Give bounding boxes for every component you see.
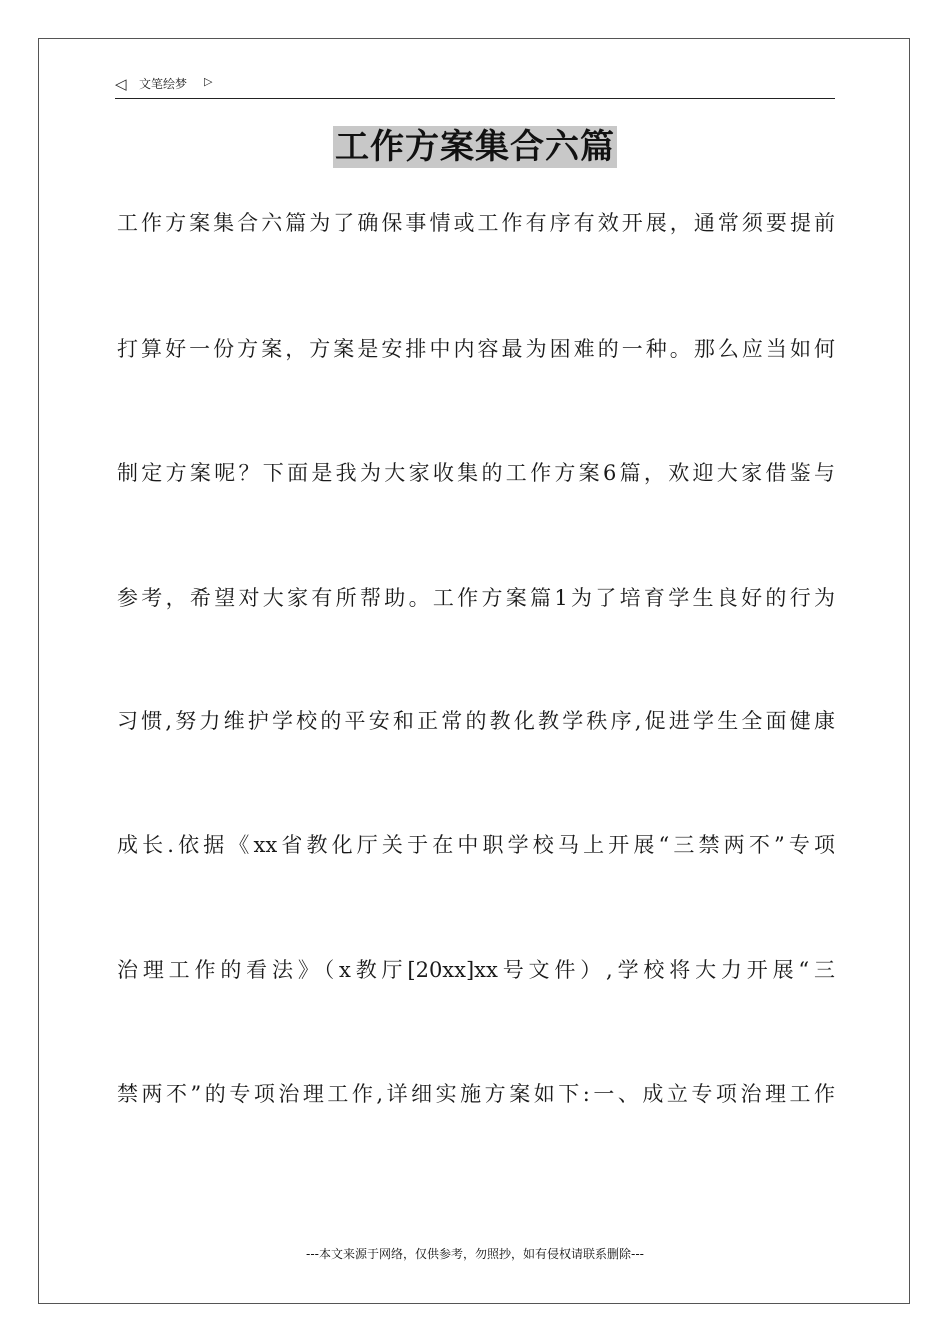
body-line: 成长.依据《xx省教化厅关于在中职学校马上开展“三禁两不”专项 xyxy=(117,833,835,857)
footer-disclaimer: ---本文来源于网络，仅供参考，勿照抄，如有侵权请联系删除--- xyxy=(306,1247,644,1261)
body-line: 禁两不”的专项治理工作,详细实施方案如下:一、成立专项治理工作 xyxy=(117,1082,835,1106)
body-line: 制定方案呢？下面是我为大家收集的工作方案6篇，欢迎大家借鉴与 xyxy=(117,461,835,485)
document-title: 工作方案集合六篇 xyxy=(335,127,615,167)
body-line: 习惯,努力维护学校的平安和正常的教化教学秩序,促进学生全面健康 xyxy=(117,709,835,733)
triangle-right-icon: ▷ xyxy=(204,75,213,88)
title-container xyxy=(0,126,950,168)
body-line: 治理工作的看法》（x教厅[20xx]xx号文件）,学校将大力开展“三 xyxy=(117,958,835,982)
body-line: 工作方案集合六篇为了确保事情或工作有序有效开展，通常须要提前 xyxy=(117,211,835,235)
page-header xyxy=(115,74,835,99)
triangle-left-icon: ◁ xyxy=(115,75,127,93)
header-brand-text: 文笔绘梦 xyxy=(139,77,188,91)
body-line: 参考，希望对大家有所帮助。工作方案篇1为了培育学生良好的行为 xyxy=(117,586,835,610)
body-line: 打算好一份方案，方案是安排中内容最为困难的一种。那么应当如何 xyxy=(117,337,835,361)
